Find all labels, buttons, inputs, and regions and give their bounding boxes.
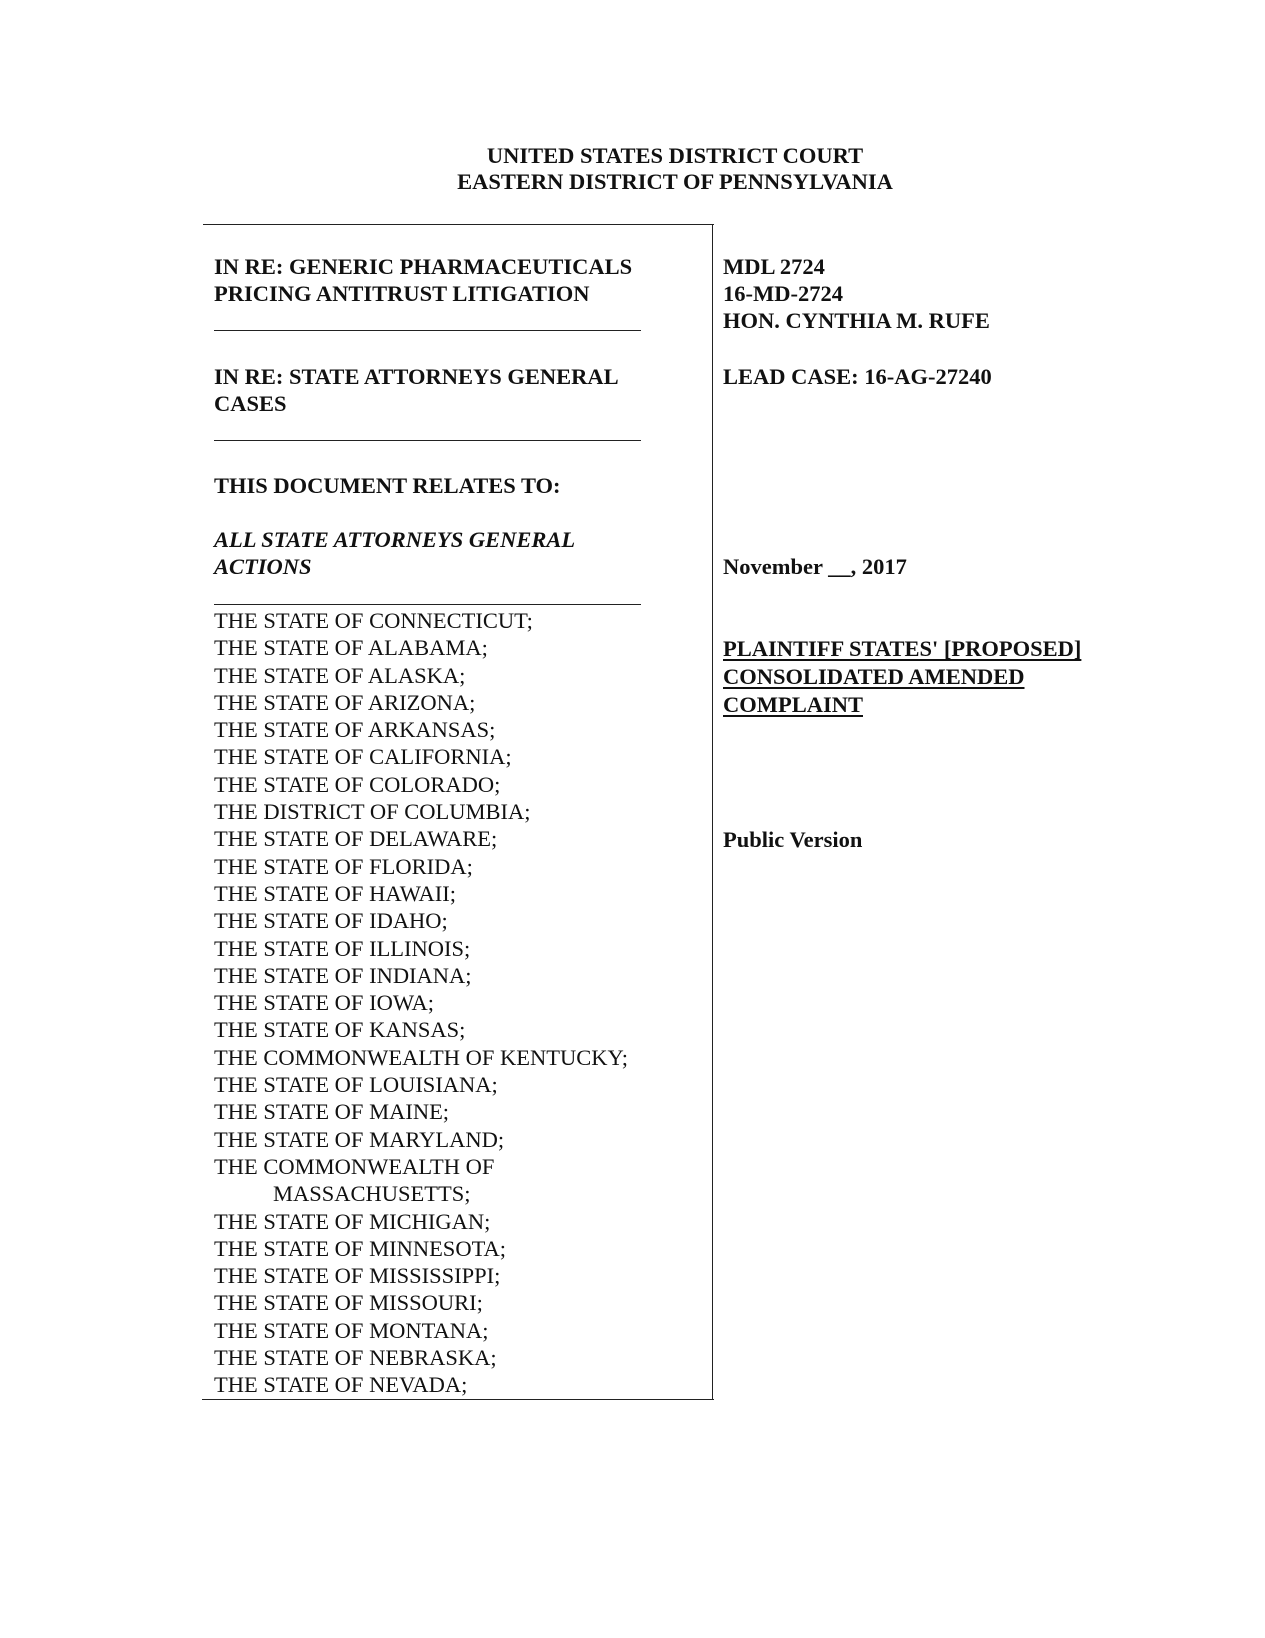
party-item: THE STATE OF FLORIDA; (214, 853, 473, 879)
party-item: THE COMMONWEALTH OF KENTUCKY; (214, 1044, 628, 1070)
party-item: THE STATE OF CONNECTICUT; (214, 608, 533, 633)
document-title (723, 635, 1081, 719)
party-item: THE STATE OF NEVADA; (214, 1372, 468, 1398)
party-item: THE STATE OF DELAWARE; (214, 826, 498, 852)
relates-to-heading: THIS DOCUMENT RELATES TO: (214, 473, 561, 498)
party-item: THE STATE OF ALABAMA; (214, 635, 488, 661)
court-name: UNITED STATES DISTRICT COURT (486, 143, 864, 168)
case-caption-2 (214, 363, 619, 417)
plaintiff-states-list (214, 607, 628, 1399)
mdl-info (723, 253, 990, 334)
lead-case: LEAD CASE: 16-AG-27240 (723, 364, 992, 389)
party-item: THE STATE OF ARIZONA; (214, 689, 476, 715)
party-item: THE STATE OF MISSOURI; (214, 1290, 483, 1316)
all-actions (214, 526, 575, 580)
party-item: THE STATE OF MARYLAND; (214, 1126, 505, 1152)
party-item: THE STATE OF MONTANA; (214, 1317, 489, 1343)
party-item: THE STATE OF COLORADO; (214, 771, 501, 797)
mdl-number: MDL 2724 (723, 254, 825, 279)
party-item: THE STATE OF KANSAS; (214, 1017, 466, 1043)
party-item: THE STATE OF ARKANSAS; (214, 717, 496, 743)
party-item: THE STATE OF HAWAII; (214, 880, 456, 906)
actions-line: ACTIONS (214, 554, 312, 579)
case-caption-1 (214, 253, 632, 307)
caption-bottom-rule (202, 1399, 714, 1400)
party-item: THE STATE OF NEBRASKA; (214, 1345, 497, 1371)
docket-number: 16-MD-2724 (723, 281, 843, 306)
caption-divider (712, 224, 713, 1400)
case-caption-line: IN RE: STATE ATTORNEYS GENERAL (214, 364, 619, 389)
actions-line: ALL STATE ATTORNEYS GENERAL (214, 527, 576, 552)
judge-name: HON. CYNTHIA M. RUFE (723, 308, 990, 333)
party-item: THE STATE OF IOWA; (214, 990, 435, 1016)
party-item: THE STATE OF ILLINOIS; (214, 935, 471, 961)
separator-line (214, 330, 641, 331)
party-item: THE STATE OF LOUISIANA; (214, 1072, 498, 1098)
title-line: CONSOLIDATED AMENDED (723, 664, 1025, 689)
party-item: THE STATE OF MAINE; (214, 1099, 450, 1125)
title-line: COMPLAINT (723, 692, 863, 717)
caption-top-rule (203, 224, 714, 225)
party-item: THE DISTRICT OF COLUMBIA; (214, 799, 531, 825)
party-item: MASSACHUSETTS; (273, 1181, 471, 1207)
case-caption-line: IN RE: GENERIC PHARMACEUTICALS (214, 254, 633, 279)
case-caption-line: PRICING ANTITRUST LITIGATION (214, 281, 590, 306)
separator-line (214, 440, 641, 441)
party-item: THE COMMONWEALTH OF (214, 1153, 495, 1179)
party-item: THE STATE OF IDAHO; (214, 908, 448, 934)
court-header (0, 143, 1265, 195)
party-item: THE STATE OF INDIANA; (214, 962, 472, 988)
party-item: THE STATE OF MISSISSIPPI; (214, 1263, 501, 1289)
party-item: THE STATE OF MICHIGAN; (214, 1208, 491, 1234)
title-line: PLAINTIFF STATES' [PROPOSED] (723, 636, 1082, 661)
case-caption-line: CASES (214, 391, 287, 416)
party-item: THE STATE OF ALASKA; (214, 662, 466, 688)
party-item: THE STATE OF CALIFORNIA; (214, 744, 512, 770)
separator-line (214, 604, 641, 605)
version-label: Public Version (723, 827, 863, 852)
filing-date: November __, 2017 (723, 554, 907, 579)
party-item: THE STATE OF MINNESOTA; (214, 1235, 507, 1261)
court-district: EASTERN DISTRICT OF PENNSYLVANIA (457, 169, 893, 194)
